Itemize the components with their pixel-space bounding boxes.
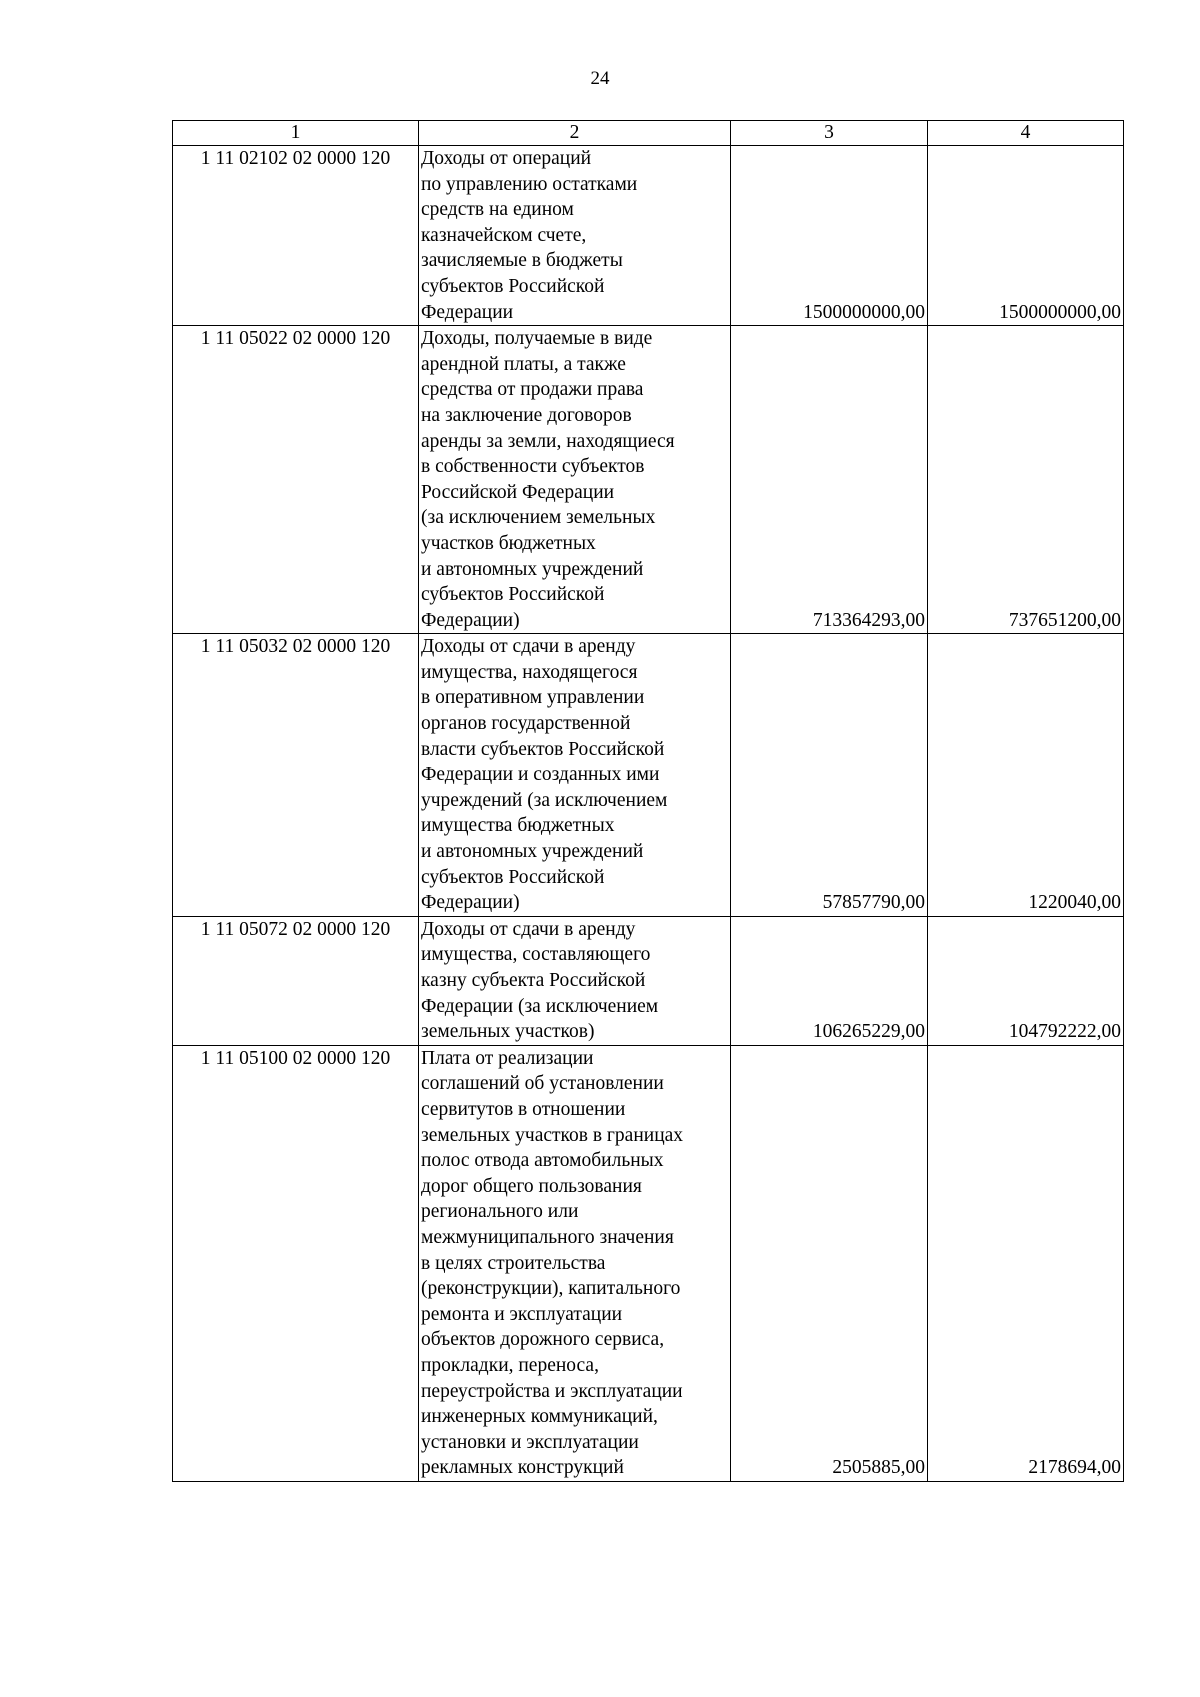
description-line: власти субъектов Российской xyxy=(421,738,665,760)
amount-cell-col4: 737651200,00 xyxy=(928,326,1124,634)
description-line: учреждений (за исключением xyxy=(421,789,668,811)
description-line: в собственности субъектов xyxy=(421,456,645,478)
description-line: Федерации и созданных ими xyxy=(421,764,660,786)
description-line: объектов дорожного сервиса, xyxy=(421,1329,665,1351)
description-line: зачисляемые в бюджеты xyxy=(421,250,623,272)
table-row xyxy=(173,634,1124,917)
description-cell xyxy=(419,326,731,634)
description-line: в оперативном управлении xyxy=(421,687,645,709)
description-line: (реконструкции), капитального xyxy=(421,1278,681,1300)
description-line: имущества, находящегося xyxy=(421,661,638,683)
description-line: (за исключением земельных xyxy=(421,507,656,529)
budget-code-cell: 1 11 05032 02 0000 120 xyxy=(173,634,419,917)
amount-cell-col4: 2178694,00 xyxy=(928,1045,1124,1481)
description-line: субъектов Российской xyxy=(421,866,605,888)
amount-cell-col3: 1500000000,00 xyxy=(731,146,928,326)
description-line: участков бюджетных xyxy=(421,532,596,554)
description-line: прокладки, переноса, xyxy=(421,1354,599,1376)
description-line: Плата от реализации xyxy=(421,1047,594,1069)
description-line: сервитутов в отношении xyxy=(421,1098,626,1120)
column-header-2: 2 xyxy=(419,121,731,146)
description-line: установки и эксплуатации xyxy=(421,1431,639,1453)
budget-code-cell: 1 11 05022 02 0000 120 xyxy=(173,326,419,634)
description-line: соглашений об установлении xyxy=(421,1073,664,1095)
table-header-row xyxy=(173,121,1124,146)
amount-cell-col3: 57857790,00 xyxy=(731,634,928,917)
description-line: субъектов Российской xyxy=(421,275,605,297)
description-line: Федерации) xyxy=(421,892,520,914)
description-line: казначейском счете, xyxy=(421,224,587,246)
description-cell xyxy=(419,1045,731,1481)
description-line: по управлению остатками xyxy=(421,173,638,195)
description-line: имущества, составляющего xyxy=(421,944,651,966)
description-line: и автономных учреждений xyxy=(421,841,644,863)
revenue-table xyxy=(172,120,1124,1482)
budget-code-cell: 1 11 02102 02 0000 120 xyxy=(173,146,419,326)
table-row xyxy=(173,916,1124,1045)
description-line: казну субъекта Российской xyxy=(421,970,646,991)
budget-code-cell: 1 11 05072 02 0000 120 xyxy=(173,916,419,1045)
description-line: рекламных конструкций xyxy=(421,1457,624,1479)
budget-code-cell: 1 11 05100 02 0000 120 xyxy=(173,1045,419,1481)
description-line: земельных участков в границах xyxy=(421,1124,684,1146)
description-line: средств на едином xyxy=(421,199,574,221)
amount-cell-col3: 106265229,00 xyxy=(731,916,928,1045)
description-line: инженерных коммуникаций, xyxy=(421,1406,658,1428)
description-cell xyxy=(419,146,731,326)
column-header-1: 1 xyxy=(173,121,419,146)
description-line: органов государственной xyxy=(421,713,631,735)
description-line: на заключение договоров xyxy=(421,404,632,426)
description-line: переустройства и эксплуатации xyxy=(421,1380,683,1402)
table-row xyxy=(173,326,1124,634)
description-line: средства от продажи права xyxy=(421,379,644,401)
description-cell xyxy=(419,916,731,1045)
amount-cell-col4: 1220040,00 xyxy=(928,634,1124,917)
description-line: ремонта и эксплуатации xyxy=(421,1303,623,1325)
amount-cell-col3: 713364293,00 xyxy=(731,326,928,634)
description-line: аренды за земли, находящиеся xyxy=(421,430,675,452)
description-line: в целях строительства xyxy=(421,1252,606,1274)
description-line: арендной платы, а также xyxy=(421,353,626,375)
table-body xyxy=(173,146,1124,1482)
description-line: Доходы, получаемые в виде xyxy=(421,328,653,350)
page-number: 24 xyxy=(590,68,610,89)
column-header-4: 4 xyxy=(928,121,1124,146)
table-row xyxy=(173,146,1124,326)
description-line: земельных участков) xyxy=(421,1021,595,1043)
description-line: и автономных учреждений xyxy=(421,558,644,580)
amount-cell-col4: 104792222,00 xyxy=(928,916,1124,1045)
description-line: Доходы от операций xyxy=(421,148,592,169)
description-line: Российской Федерации xyxy=(421,481,615,503)
description-line: субъектов Российской xyxy=(421,584,605,606)
description-line: Федерации) xyxy=(421,609,520,631)
amount-cell-col3: 2505885,00 xyxy=(731,1045,928,1481)
table-row xyxy=(173,1045,1124,1481)
description-line: регионального или xyxy=(421,1201,579,1223)
description-line: дорог общего пользования xyxy=(421,1175,642,1197)
description-line: имущества бюджетных xyxy=(421,815,615,837)
description-line: Доходы от сдачи в аренду xyxy=(421,918,636,940)
description-cell xyxy=(419,634,731,917)
description-line: Доходы от сдачи в аренду xyxy=(421,636,636,658)
column-header-3: 3 xyxy=(731,121,928,146)
description-line: Федерации xyxy=(421,301,514,323)
description-line: полос отвода автомобильных xyxy=(421,1150,664,1172)
description-line: Федерации (за исключением xyxy=(421,995,659,1017)
amount-cell-col4: 1500000000,00 xyxy=(928,146,1124,326)
description-line: межмуниципального значения xyxy=(421,1226,674,1248)
